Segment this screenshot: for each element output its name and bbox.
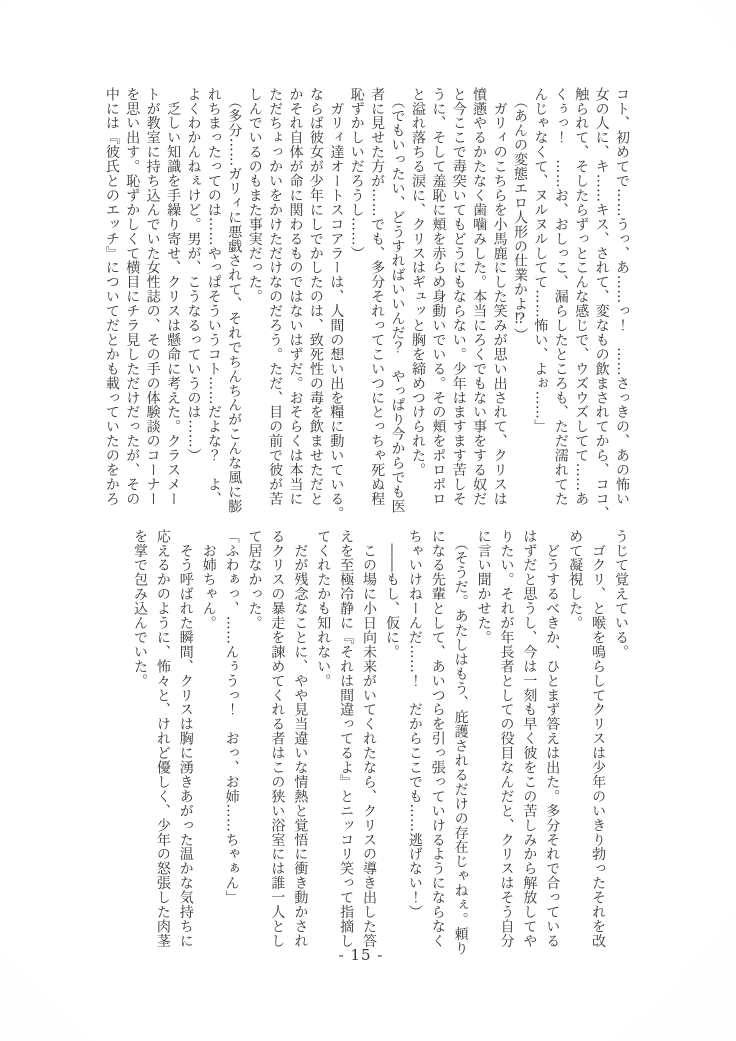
text-column: て居なかった。 [246,529,263,631]
text-column: ――もし、仮に。 [383,529,400,660]
text-column: そう呼ばれた瞬間、クリスは胸に湧きあがった温かな気持ちに [177,529,194,949]
text-column: ガリィ達オートスコアラーは、人間の想い出を糧に動いている。 [328,87,345,521]
text-column: ちゃいけねーんだ……！ だからここでも……逃げない！） [406,529,423,920]
text-column: 者に見せた方が……でも、多分それってこいつにとっちゃ死ぬ程 [369,87,386,507]
text-column: うじて覚えている。 [613,529,629,660]
text-column: 憤懣やるかたなく歯噛みした。本当にろくでもない事をする奴だ [471,87,488,507]
text-column: えを至極冷静に『それは間違ってるよ』とニッコリ笑って指摘し [338,529,355,949]
text-column: てくれたかも知れない。 [315,529,332,688]
text-column: を思い出す。恥ずかしくて横目にチラ見しただけだったが、その [124,87,141,507]
text-column: この場に小日向未来がいてくれたなら、クリスの導き出した答 [361,529,378,949]
text-column: になる先輩として、あいつらを引っ張っていけるようにならなく [429,529,446,949]
text-column: るクリスの暴走を諫めてくれる者はこの狭い浴室には誰一人とし [269,529,286,949]
text-column: れちまったってのは……やっぱそういうコト……だよな？ よ、 [205,87,222,507]
text-column: （そうだ。あたしはもう、庇護されるだけの存在じゃねぇ。頼り [452,529,469,956]
text-column: だが残念なことに、やや見当違いな情熱と覚悟に衝き動かされ [292,529,309,949]
text-column: と溢れ落ちる涙に、クリスはギュッと胸を締めつけられた。 [409,87,426,478]
text-column: かそれ自体が命に関わるものではないはずだ。おそらくは本当に [287,87,304,507]
text-column: しんでいるのもまた事実だった。 [246,87,263,304]
text-band-lower [128,529,632,956]
text-column: 「ふわぁっ、……んぅうっ！ おっ、お姉……ちゃぁん」 [223,529,240,905]
text-column: （でもいったい、どうすればいいんだ？ やっぱり今からでも医 [389,87,406,514]
text-column: コト、初めてで……うっ、あ……っ！ ……さっきの、あの怖い [614,87,630,507]
text-column: はずだと思うし、今は一刻も早く彼をこの苦しみから解放してや [521,529,538,949]
text-column: トが教室に持ち込んでいた女性誌の、その手の体験談のコーナー [144,87,161,507]
text-column: （多分……ガリィに悪戯されて、それでちんちんがこんな風に膨 [226,87,243,514]
text-column: 中には『彼氏とのエッチ』についてだとかも載っていたのをかろ [103,87,120,507]
text-column: 恥ずかしいだろうし……） [348,87,365,261]
text-column: うに、そして羞恥に頬を赤らめ身動いでいる。その頬をポロポロ [430,87,447,507]
text-column: ただちょっかいをかけただけなのだろう。ただ、目の前で彼が苦 [267,87,284,507]
text-column: に言い聞かせた。 [475,529,492,645]
text-column: めて凝視した。 [567,529,584,631]
text-column: お姉ちゃん。 [200,529,217,631]
text-column: 乏しい知識を手繰り寄せ、クリスは懸命に考えた。クラスメー [165,87,182,507]
text-column: ゴクリ、と喉を鳴らしてクリスは少年のいきり勃ったそれを改 [590,529,607,949]
text-column: くぅっ！ ……お、おしっこ、漏らしたところも、ただ濡れてた [552,87,569,507]
text-column: どうするべきか、ひとまず答えは出た。多分それで合っている [544,529,561,949]
text-band-upper [101,87,632,521]
text-column: 触られて、そしたらずっとこんな感じで、ウズウズしてて……あ [573,87,590,507]
text-column: 応えるかのように、怖々と、けれど優しく、少年の怒張した肉茎 [154,529,171,949]
page-number: - 15 - [338,946,384,964]
text-column: ガリィのこちらを小馬鹿にした笑みが思い出されて、クリスは [491,87,508,507]
text-column: （あんの変態エロ人形の仕業かよ⁉） [511,87,528,343]
text-column: 女の人に、キ……キス、されて、変なもの飲まされてから、ココ、 [593,87,610,521]
text-column: よくわかんねぇけど。男が、こうなるっていうのは……） [185,87,202,463]
text-column: を掌で包み込んでいた。 [131,529,148,688]
text-column: んじゃなくて、ヌルヌルしてて……怖い、よぉ……」 [532,87,549,434]
text-column: と今ここで毒突いてもどうにもならない。少年はますます苦しそ [450,87,467,507]
text-column: ならば彼女が少年にしでかしたのは、致死性の毒を飲ませただと [307,87,324,507]
text-column: りたい。それが年長者としての役目なんだと、クリスはそう自分 [498,529,515,949]
